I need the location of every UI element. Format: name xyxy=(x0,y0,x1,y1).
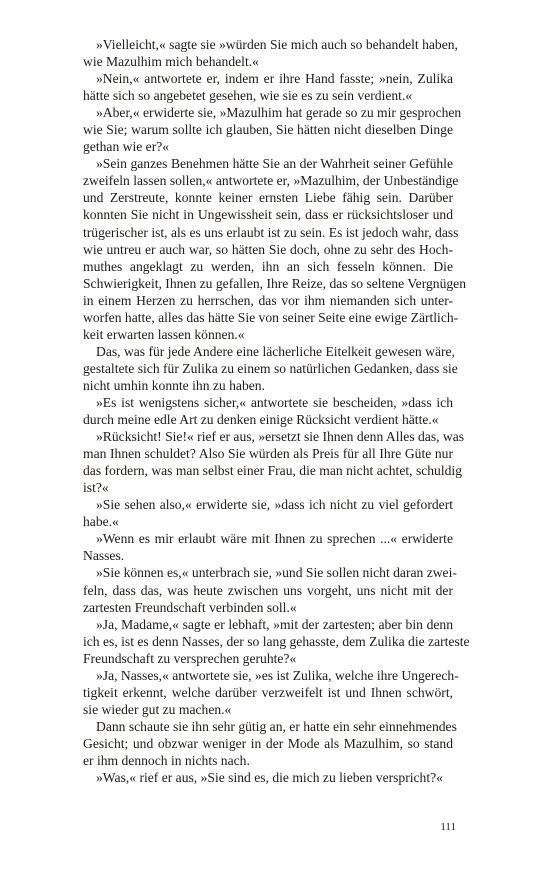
text-line: ist?« xyxy=(83,480,109,496)
text-line: zartesten Freundschaft verbinden soll.« xyxy=(83,599,297,615)
text-line: keit erwarten lassen können.« xyxy=(83,326,245,342)
text-line: ich es, ist es denn Nasses, der so lang gehasste, dem Zulika die zarteste xyxy=(83,633,470,649)
text-line: »Was,« rief er aus, »Sie sind es, die mich zu lieben verspricht?« xyxy=(96,770,443,786)
text-line: tigkeit erkennt, welche darüber verzweifelt ist und Ihnen schwört, xyxy=(83,684,453,700)
text-line: muthes angeklagt zu werden, ihn an sich fesseln können. Die xyxy=(83,258,453,274)
text-line: hätte sich so angebetet gesehen, wie sie es zu sein verdient.« xyxy=(83,88,413,104)
text-line: Das, was für jede Andere eine lächerliche Eitelkeit gewesen wäre, xyxy=(96,343,455,359)
text-line: »Rücksicht! Sie!« rief er aus, »ersetzt sie Ihnen denn Alles das, was xyxy=(96,429,465,445)
text-line: »Wenn es mir erlaubt wäre mit Ihnen zu sprechen ...« erwiderte xyxy=(96,531,453,547)
body-text xyxy=(83,36,470,786)
text-line: wie Sie; warum sollte ich glauben, Sie hätten nicht dieselben Dinge xyxy=(83,122,453,138)
text-line: »Ja, Nasses,« antwortete sie, »es ist Zulika, welche ihre Ungerech- xyxy=(96,667,459,683)
text-line: Freundschaft zu versprechen geruhte?« xyxy=(83,650,297,666)
text-line: Nasses. xyxy=(83,548,125,564)
text-line: feln, dass das, was heute zwischen uns vorgeht, uns nicht mit der xyxy=(83,582,453,598)
text-line: wie Mazulhim mich behandelt.« xyxy=(83,54,259,70)
text-line: habe.« xyxy=(83,514,119,530)
text-line: durch meine edle Art zu denken einige Rücksicht verdient hätte.« xyxy=(83,412,439,428)
text-line: Gesicht; und obzwar weniger in der Mode als Mazulhim, so stand xyxy=(83,735,453,751)
text-line: worfen hatte, alles das hätte Sie von seiner Seite eine ewige Zärtlich- xyxy=(83,309,459,325)
text-line: »Vielleicht,« sagte sie »würden Sie mich auch so behandelt haben, xyxy=(96,37,458,52)
text-line: »Sein ganzes Benehmen hätte Sie an der Wahrheit seiner Gefühle xyxy=(96,156,453,172)
text-line: konnten Sie nicht in Ungewissheit sein, dass er rücksichtsloser und xyxy=(83,207,453,223)
text-line: »Es ist wenigstens sicher,« antwortete sie bescheiden, »dass ich xyxy=(96,394,453,410)
text-line: »Nein,« antwortete er, indem er ihre Hand fasste; »nein, Zulika xyxy=(96,71,453,87)
text-line: gethan wie er?« xyxy=(83,139,170,155)
text-line: gestaltete sich für Zulika zu einem so natürlichen Gedanken, dass sie xyxy=(83,360,458,376)
page-number: 111 xyxy=(440,821,456,833)
text-line: Dann schaute sie ihn sehr gütig an, er hatte ein sehr einnehmendes xyxy=(96,718,457,734)
text-line: man Ihnen schuldet? Also Sie würden als Preis für all Ihre Güte nur xyxy=(83,446,453,462)
text-line: Schwierigkeit, Ihnen zu gefallen, Ihre Reize, das so seltene Vergnügen xyxy=(83,275,467,291)
text-line: und Zerstreute, konnte keiner ernsten Liebe fähig sein. Darüber xyxy=(83,190,453,206)
text-line: »Ja, Madame,« sagte er lebhaft, »mit der zartesten; aber bin denn xyxy=(96,616,453,632)
text-line: in einem Herzen zu herrschen, das vor ihm niemanden sich unter- xyxy=(83,292,453,308)
text-line: »Aber,« erwiderte sie, »Mazulhim hat gerade so zu mir gesprochen xyxy=(96,105,462,121)
text-line: zweifeln lassen sollen,« antwortete er, »Mazulhim, der Unbeständige xyxy=(83,173,459,189)
text-line: sie wieder gut zu machen.« xyxy=(83,701,232,717)
text-line: »Sie sehen also,« erwiderte sie, »dass ich nicht zu viel gefordert xyxy=(96,497,453,513)
text-line: das fordern, was man selbst einer Frau, die man nicht achtet, schuldig xyxy=(83,463,463,479)
text-line: »Sie können es,« unterbrach sie, »und Sie sollen nicht daran zwei- xyxy=(96,565,457,581)
text-line: trügerischer ist, als es uns erlaubt ist zu sein. Es ist jedoch wahr, dass xyxy=(83,224,459,240)
text-line: wie untreu er auch war, so hätten Sie doch, ohne zu sehr des Hoch- xyxy=(83,241,453,257)
text-line: er ihm dennoch in nichts nach. xyxy=(83,752,250,768)
text-line: nicht umhin konnte ihn zu haben. xyxy=(83,377,265,393)
